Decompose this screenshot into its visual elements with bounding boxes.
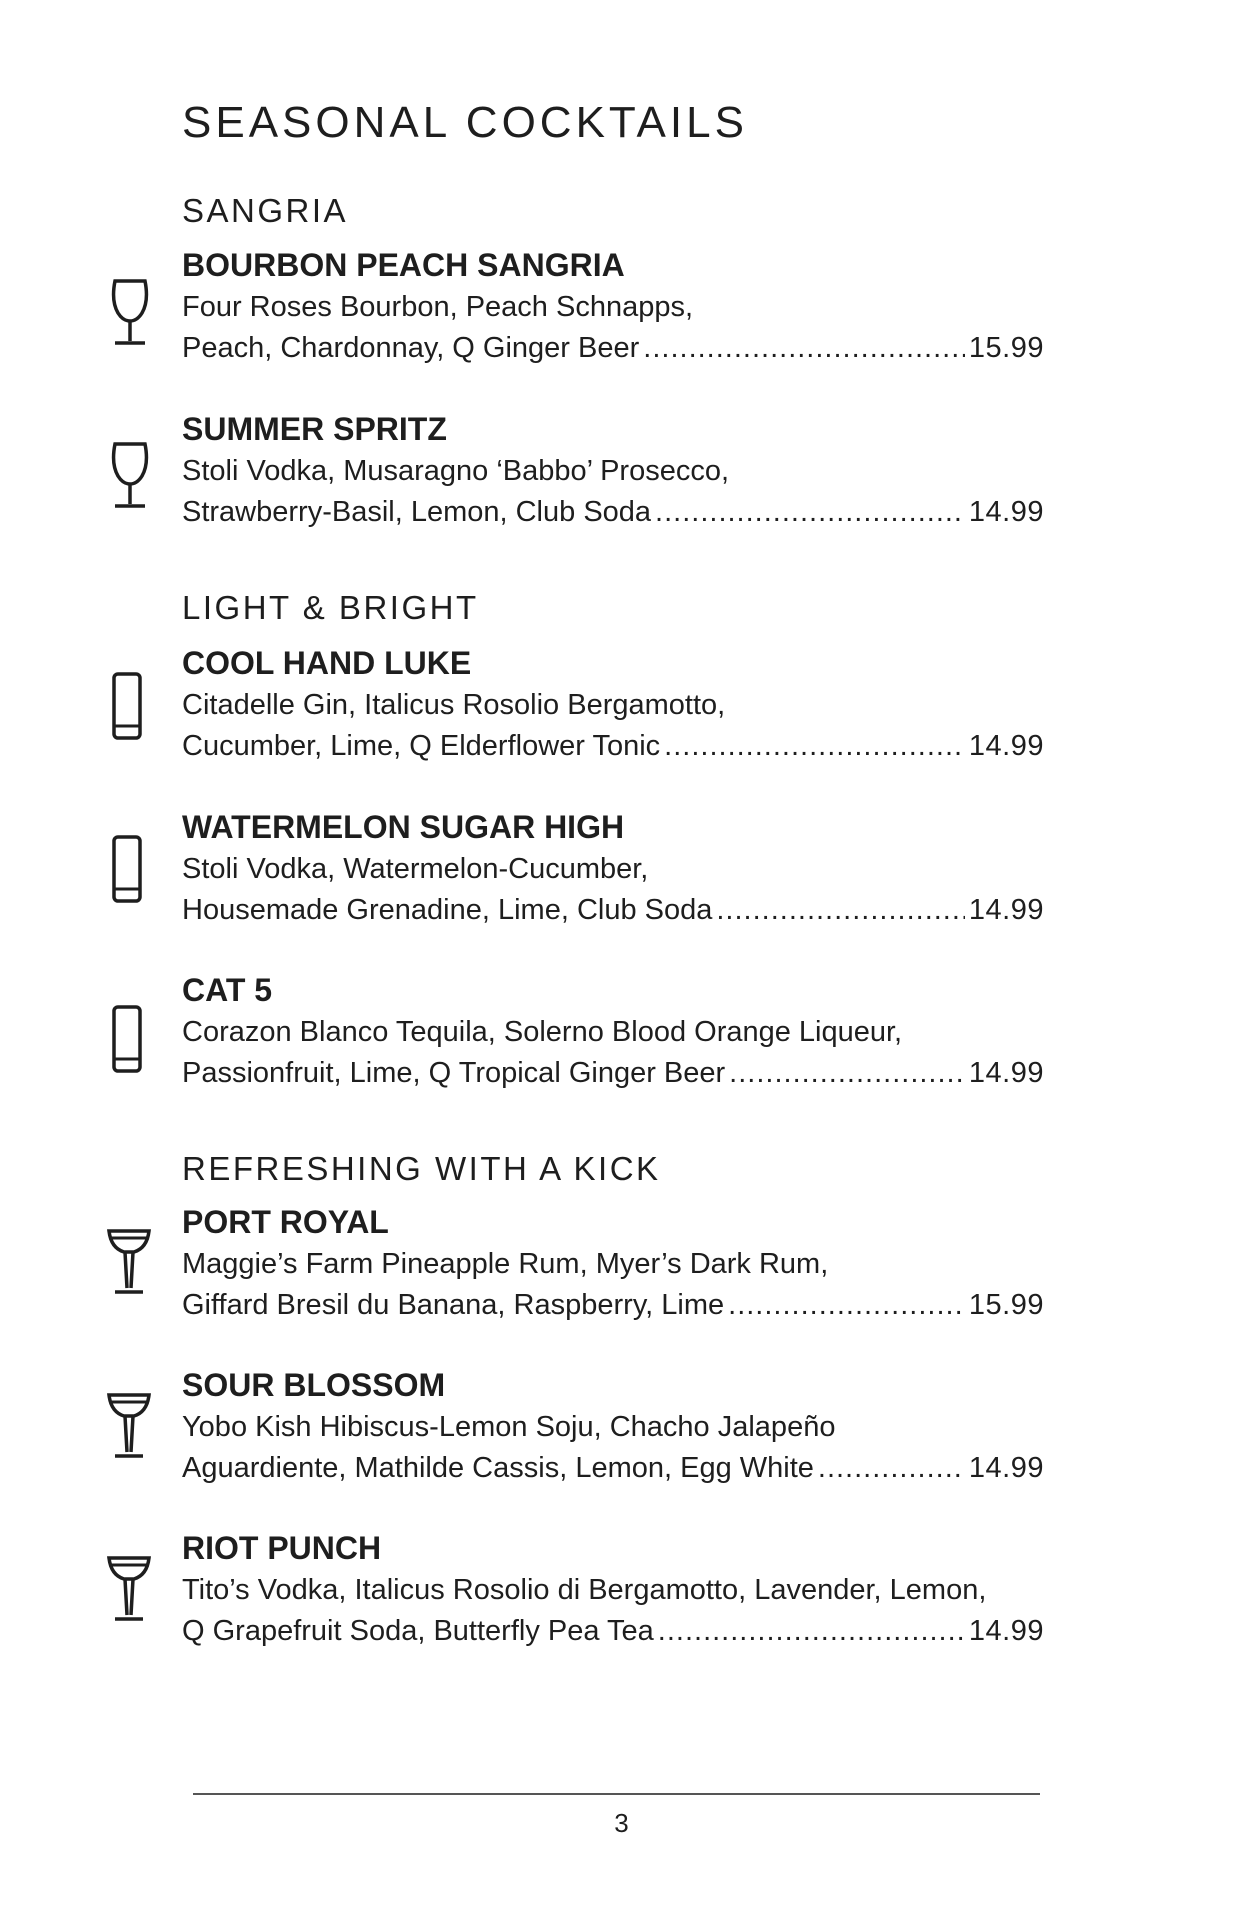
item-description: Four Roses Bourbon, Peach Schnapps, (182, 291, 694, 323)
dot-leader (716, 890, 965, 931)
item-name: SOUR BLOSSOM (182, 1367, 446, 1403)
item-description: Giffard Bresil du Banana, Raspberry, Lime (182, 1289, 725, 1321)
item-name: RIOT PUNCH (182, 1530, 382, 1566)
highball-glass-icon (111, 835, 143, 903)
page-title: SEASONAL COCKTAILS (182, 98, 748, 147)
item-description: Peach, Chardonnay, Q Ginger Beer (182, 332, 640, 364)
dot-leader (729, 1053, 965, 1094)
menu-item (182, 1365, 1044, 1489)
item-description: Tito’s Vodka, Italicus Rosolio di Bergamotto, Lavender, Lemon, (182, 1574, 987, 1606)
menu-item (182, 409, 1044, 533)
menu-item (182, 643, 1044, 767)
item-name: SUMMER SPRITZ (182, 411, 447, 447)
section-title-light-bright: LIGHT & BRIGHT (182, 589, 479, 626)
section-title-sangria: SANGRIA (182, 192, 349, 229)
footer-divider (193, 1793, 1040, 1795)
item-name: BOURBON PEACH SANGRIA (182, 247, 625, 283)
item-description: Strawberry-Basil, Lemon, Club Soda (182, 496, 652, 528)
item-price: 15.99 (968, 332, 1044, 364)
coupe-glass-icon (106, 1555, 152, 1623)
highball-glass-icon (111, 1005, 143, 1073)
coupe-glass-icon (106, 1392, 152, 1460)
item-description: Yobo Kish Hibiscus-Lemon Soju, Chacho Jalapeño (182, 1411, 836, 1443)
item-description: Maggie’s Farm Pineapple Rum, Myer’s Dark Rum, (182, 1248, 829, 1280)
highball-glass-icon (111, 672, 143, 740)
item-price: 14.99 (968, 496, 1044, 528)
page-number: 3 (614, 1808, 629, 1838)
item-description: Cucumber, Lime, Q Elderflower Tonic (182, 730, 661, 762)
item-price: 14.99 (968, 730, 1044, 762)
item-name: WATERMELON SUGAR HIGH (182, 809, 625, 845)
menu-item (182, 807, 1044, 931)
wine-glass-icon (109, 442, 151, 510)
item-name: COOL HAND LUKE (182, 645, 472, 681)
item-price: 14.99 (968, 1615, 1044, 1647)
item-description: Q Grapefruit Soda, Butterfly Pea Tea (182, 1615, 654, 1647)
item-price: 14.99 (968, 1452, 1044, 1484)
item-description: Corazon Blanco Tequila, Solerno Blood Orange Liqueur, (182, 1016, 903, 1048)
menu-item (182, 970, 1044, 1094)
coupe-glass-icon (106, 1228, 152, 1296)
item-description: Passionfruit, Lime, Q Tropical Ginger Beer (182, 1057, 726, 1089)
menu-item (182, 245, 1044, 369)
item-description: Stoli Vodka, Musaragno ‘Babbo’ Prosecco, (182, 455, 730, 487)
dot-leader (643, 328, 965, 369)
item-price: 14.99 (968, 1057, 1044, 1089)
dot-leader (818, 1448, 965, 1489)
menu-item (182, 1202, 1044, 1326)
section-title-refreshing-with-a-kick: REFRESHING WITH A KICK (182, 1150, 661, 1187)
item-price: 14.99 (968, 894, 1044, 926)
dot-leader (658, 1611, 965, 1652)
dot-leader (664, 726, 965, 767)
item-price: 15.99 (968, 1289, 1044, 1321)
item-description: Aguardiente, Mathilde Cassis, Lemon, Egg White (182, 1452, 814, 1484)
menu-item (182, 1528, 1044, 1652)
item-name: CAT 5 (182, 972, 273, 1008)
dot-leader (728, 1285, 965, 1326)
item-description: Stoli Vodka, Watermelon-Cucumber, (182, 853, 649, 885)
item-description: Housemade Grenadine, Lime, Club Soda (182, 894, 713, 926)
item-description: Citadelle Gin, Italicus Rosolio Bergamotto, (182, 689, 726, 721)
item-name: PORT ROYAL (182, 1204, 389, 1240)
wine-glass-icon (109, 279, 151, 347)
dot-leader (655, 492, 965, 533)
